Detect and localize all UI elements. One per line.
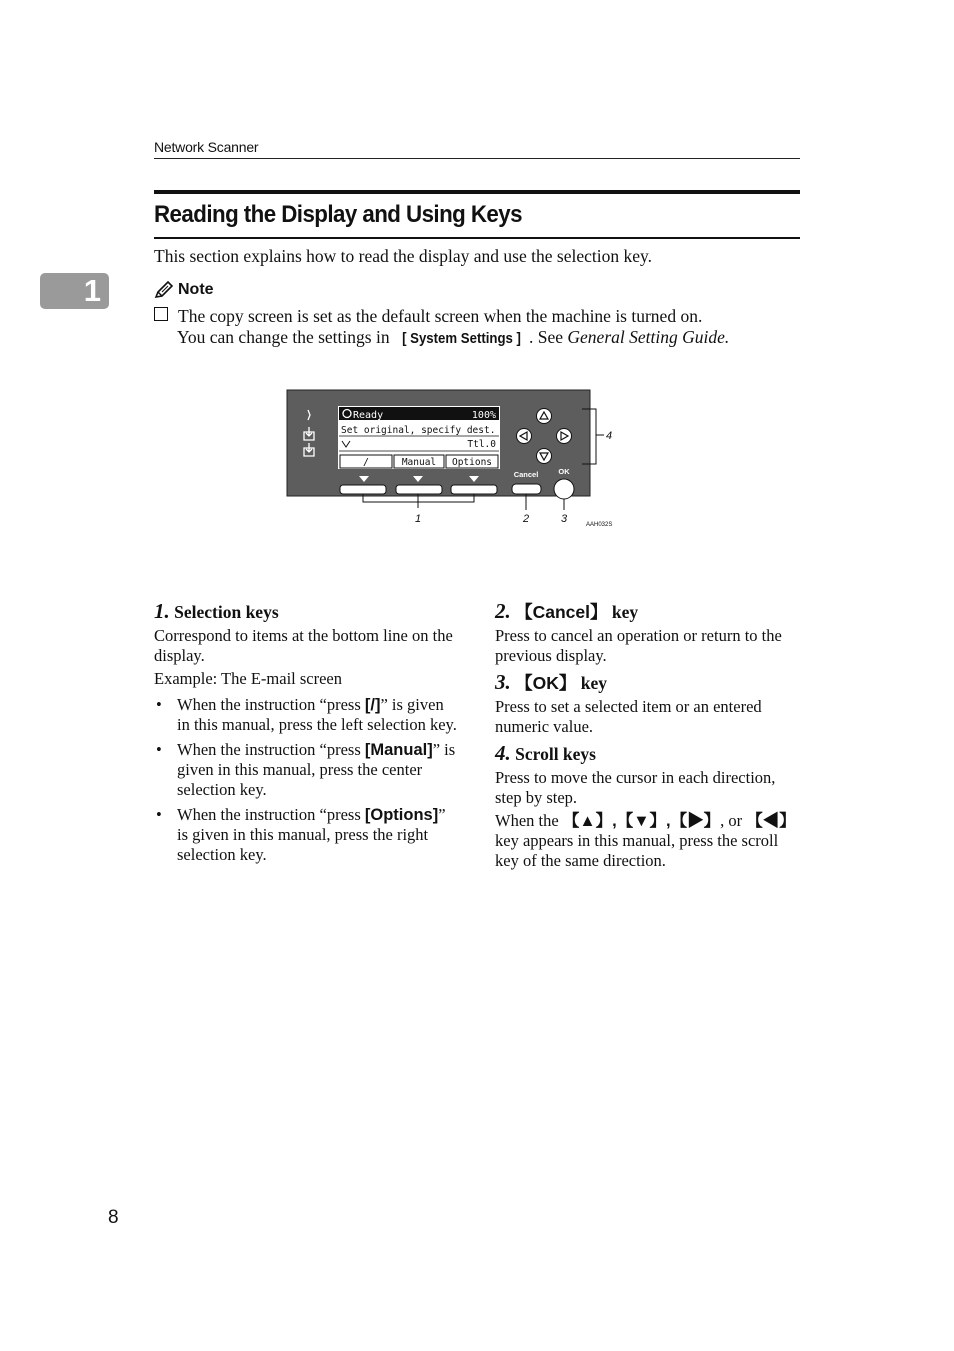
chapter-number: 1: [83, 273, 101, 308]
running-header: Network Scanner: [154, 139, 259, 155]
cancel-key[interactable]: [512, 484, 541, 494]
ok-key[interactable]: [554, 479, 574, 499]
note-body: [154, 306, 804, 349]
list-item: • When the instruction “press [/]” is given in this manual, press the left selection key.: [154, 695, 460, 735]
figure-id: AAH032S: [586, 522, 613, 528]
item-4-desc: Press to move the cursor in each direction, step by step.: [495, 768, 776, 807]
selection-key-right[interactable]: [451, 485, 497, 494]
scroll-left-key[interactable]: [517, 429, 532, 444]
screen-line-2: Set original, specify dest.: [341, 425, 496, 436]
selection-key-left[interactable]: [340, 485, 386, 494]
options-key-ref: [Options]: [364, 806, 439, 824]
list-item: • When the instruction “press [Options]” is given in this manual, press the right selection key.: [154, 805, 460, 865]
screen-total: Ttl.0: [467, 439, 496, 450]
list-item: • When the instruction “press [Manual]” is given in this manual, press the center selection key.: [154, 740, 460, 800]
note-heading: [154, 281, 214, 299]
item-3-desc: Press to set a selected item or an entered numeric value.: [495, 697, 762, 736]
screen-status: Ready: [353, 410, 384, 421]
section-intro: This section explains how to read the display and use the selection key.: [154, 246, 652, 266]
chapter-tab: [40, 273, 109, 309]
softkey-label-2: Manual: [401, 457, 437, 468]
note-label: Note: [178, 281, 214, 298]
selection-keys-section: [154, 601, 460, 870]
control-panel-figure: [280, 384, 630, 534]
item-2-heading: 2. 【Cancel】 key: [495, 599, 639, 623]
item-1-heading: 1. Selection keys: [154, 599, 279, 623]
scroll-right-key[interactable]: [557, 429, 572, 444]
callout-2: 2: [522, 513, 530, 525]
ok-label: OK: [558, 467, 570, 476]
item-1-bullets: [154, 695, 460, 865]
cancel-label: Cancel: [513, 470, 539, 479]
note-line-1: The copy screen is set as the default screen when the machine is turned on.: [154, 306, 804, 327]
scroll-down-key[interactable]: [537, 449, 552, 464]
selection-key-center[interactable]: [396, 485, 442, 494]
softkey-label-3: Options: [451, 457, 493, 468]
screen-zoom: 100%: [471, 410, 496, 421]
callout-3: 3: [560, 513, 568, 525]
note-line-2: You can change the settings in [ System Settings ] . See General Setting Guide.: [177, 327, 730, 347]
section-title: Reading the Display and Using Keys: [154, 201, 523, 228]
item-1-example: Example: The E-mail screen: [154, 669, 342, 688]
header-rule: [154, 158, 800, 159]
item-4-heading: 4. Scroll keys: [495, 741, 596, 765]
callout-4: 4: [606, 430, 613, 442]
manual-key-ref: [Manual]: [364, 741, 433, 759]
title-rule-top: [154, 190, 800, 194]
item-2-desc: Press to cancel an operation or return to the previous display.: [495, 626, 782, 665]
scroll-up-key[interactable]: [537, 409, 552, 424]
scan-key-ref: [/]: [364, 696, 381, 714]
pencil-icon: [154, 281, 174, 299]
guide-reference: General Setting Guide.: [567, 327, 730, 347]
checkbox-icon: [154, 307, 168, 321]
other-keys-section: [495, 601, 801, 871]
item-4-usage: When the 【▲】,【▼】,【▶】, or 【◀】 key appears in this manual, press the scroll key of the same direction.: [495, 811, 796, 870]
callout-1: 1: [414, 513, 422, 525]
softkey-label-1: /: [362, 457, 370, 468]
item-3-heading: 3. 【OK】 key: [495, 670, 607, 694]
page-number: 8: [108, 1207, 119, 1228]
item-1-desc: Correspond to items at the bottom line on the display.: [154, 626, 453, 665]
system-settings-key: [ System Settings ]: [402, 330, 521, 347]
title-rule-bottom: [154, 237, 800, 239]
